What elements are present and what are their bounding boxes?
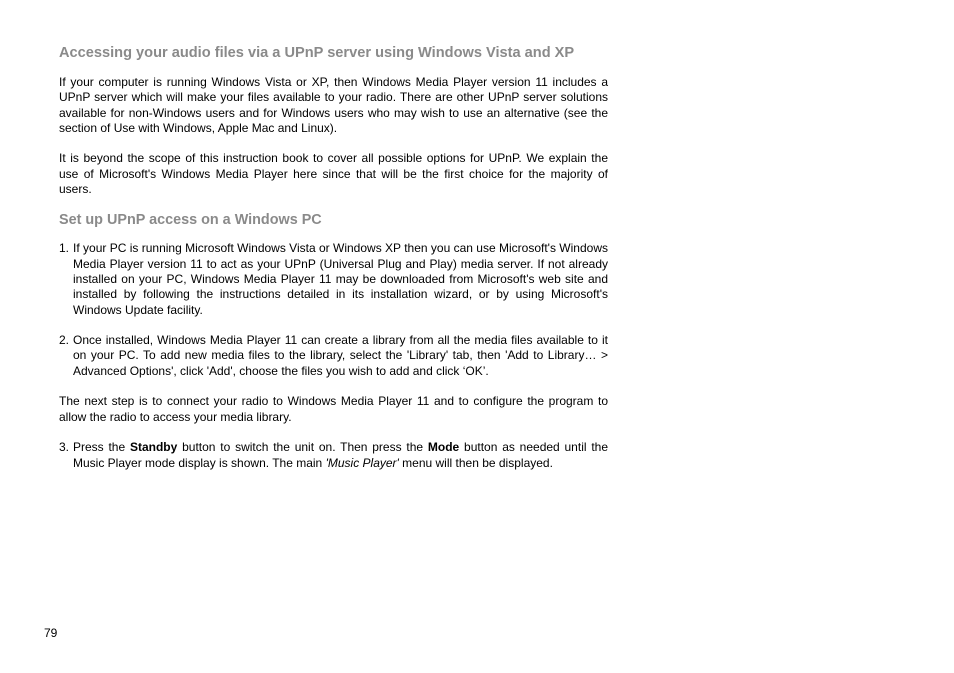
step-3-number: 3. xyxy=(59,440,70,455)
mode-button-label: Mode xyxy=(427,440,460,455)
section-heading: Accessing your audio files via a UPnP server using Windows Vista and XP xyxy=(59,45,575,61)
intro-paragraph: If your computer is running Windows Vista or XP, then Windows Media Player version 11 includes a UPnP server which will make your files available to your radio. There are other UPnP server solutions available for non-Windows users and for Windows users who may wish to use an alternative (see the section of Use with Windows, Apple Mac and Linux). xyxy=(59,75,608,135)
standby-button-label: Standby xyxy=(129,440,178,455)
step-3 xyxy=(59,440,608,471)
step-3-text xyxy=(73,440,608,469)
step-2-number: 2. xyxy=(59,333,70,348)
spacer xyxy=(59,425,608,440)
spacer xyxy=(59,379,608,394)
step-3-text-part: button to switch the unit on. Then press the xyxy=(177,440,428,455)
page-number: 79 xyxy=(44,626,58,640)
music-player-menu-label: 'Music Player' xyxy=(325,455,399,470)
page-content xyxy=(59,44,608,471)
step-1-text: If your PC is running Microsoft Windows Vista or Windows XP then you can use Microsoft's Windows Media Player version 11 to act as your UPnP (Universal Plug and Play) media server. If not already installed on your PC, Windows Media Player 11 may be downloaded from Microsoft's web site and installed by following the instructions detailed in its installation wizard, or by using Microsoft's Windows Update facility. xyxy=(73,241,608,317)
spacer xyxy=(59,136,608,151)
step-1-number: 1. xyxy=(59,241,70,256)
step-2-text: Once installed, Windows Media Player 11 can create a library from all the media files available to it on your PC. To add new media files to the library, select the 'Library' tab, then 'Add to Library… > Advanced Options', click 'Add', choose the files you wish to add and click ‘OK’. xyxy=(73,333,608,378)
step-1 xyxy=(59,241,608,317)
subsection-heading: Set up UPnP access on a Windows PC xyxy=(59,212,322,229)
step-3-text-part: Press the xyxy=(73,440,130,455)
scope-paragraph: It is beyond the scope of this instruction book to cover all possible options for UPnP. We explain the use of Microsoft's Windows Media Player here since that will be the first choice for the majority of users. xyxy=(59,151,608,197)
spacer xyxy=(59,318,608,333)
step-3-text-part: menu will then be displayed. xyxy=(398,455,553,470)
step-2 xyxy=(59,333,608,379)
step-3-text-part: button as needed until the Music Player mode display is shown. The main xyxy=(73,440,609,470)
next-step-paragraph: The next step is to connect your radio to Windows Media Player 11 and to configure the program to allow the radio to access your media library. xyxy=(59,394,608,424)
